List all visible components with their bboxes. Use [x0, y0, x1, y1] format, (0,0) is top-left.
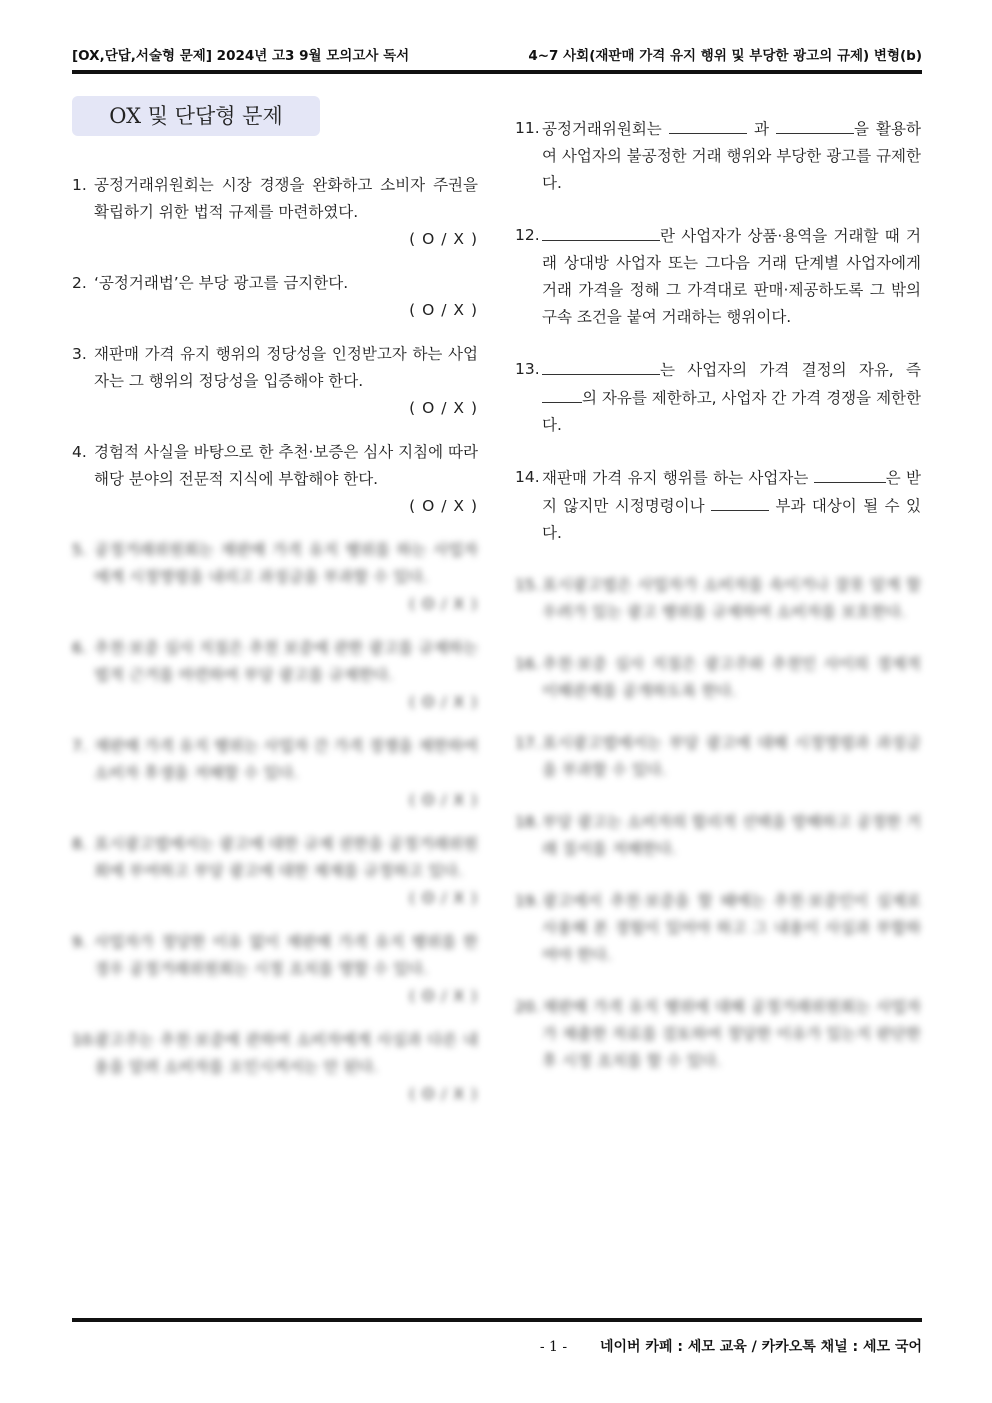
question-text: 부당 광고는 소비자의 합리적 선택을 방해하고 공정한 거래 질서를 저해한다. [542, 813, 921, 858]
question-number: 18. [515, 813, 540, 831]
question-number: 16. [515, 655, 540, 673]
question-number: 14. [515, 468, 540, 486]
question-text-after: 을 활용하여 사업자의 불공정한 거래 행위와 부당한 광고를 규제한다. [542, 120, 921, 192]
question-text: ‘공정거래법’은 부당 광고를 금지한다. [94, 274, 349, 292]
question-13 [515, 356, 921, 439]
question-text: 광고주는 추천·보증에 관하여 소비자에게 사실과 다른 내용을 알려 소비자를 오인시켜서는 안 된다. [94, 1031, 478, 1076]
question-4 [72, 439, 478, 520]
question-text: 추천·보증 심사 지침은 광고주와 추천인 사이의 경제적 이해관계를 공개하도록 한다. [542, 655, 921, 700]
question-text: 재판매 가격 유지 행위에 대해 공정거래위원회는 사업자가 제출한 자료를 검토하여 정당한 이유가 있는지 판단한 후 시정 조치를 할 수 있다. [542, 998, 921, 1070]
question-19 [515, 888, 921, 969]
question-number: 6. [72, 639, 87, 657]
question-5 [72, 537, 478, 618]
header-right: 4~7 사회(재판매 가격 유지 행위 및 부당한 광고의 규제) 변형(b) [528, 48, 922, 64]
ox-mark: ( O / X ) [409, 497, 478, 515]
question-18 [515, 809, 921, 863]
ox-mark: ( O / X ) [409, 987, 478, 1005]
question-text: 재판매 가격 유지 행위는 사업자 간 가격 경쟁을 제한하여 소비자 후생을 저해할 수 있다. [94, 737, 478, 782]
question-text-after: 부과 대상이 될 수 있다. [542, 497, 921, 542]
footer-rule [72, 1318, 922, 1322]
question-number: 19. [515, 892, 540, 910]
page-header [72, 44, 922, 64]
question-text-middle: 은 받지 않지만 시정명령이나 [542, 469, 921, 515]
question-number: 10. [72, 1031, 97, 1049]
question-20 [515, 994, 921, 1075]
question-text: 사업자가 정당한 이유 없이 재판매 가격 유지 행위를 한 경우 공정거래위원회는 시정 조치를 명할 수 있다. [94, 933, 478, 978]
question-number: 4. [72, 443, 87, 461]
footer-text: 네이버 카페 : 세모 교육 / 카카오톡 채널 : 세모 국어 [599, 1339, 922, 1355]
ox-mark: ( O / X ) [409, 595, 478, 613]
question-number: 7. [72, 737, 87, 755]
question-17 [515, 730, 921, 784]
question-3 [72, 341, 478, 422]
question-14 [515, 464, 921, 547]
question-10 [72, 1027, 478, 1108]
ox-mark: ( O / X ) [409, 1085, 478, 1103]
answer-blank [542, 222, 660, 241]
blurred-questions-left [72, 537, 478, 1108]
question-number: 2. [72, 274, 87, 292]
ox-mark: ( O / X ) [409, 301, 478, 319]
question-15 [515, 572, 921, 626]
question-number: 12. [515, 226, 540, 244]
answer-blank [776, 115, 854, 134]
answer-blank [542, 384, 582, 403]
question-text-after: 는 사업자의 가격 결정의 자유, 즉 [660, 361, 921, 379]
answer-blank [542, 356, 660, 375]
right-column [515, 115, 921, 1100]
question-text: 재판매 가격 유지 행위의 정당성을 인정받고자 하는 사업자는 그 행위의 정당성을 입증해야 한다. [94, 345, 478, 390]
question-text-before: 재판매 가격 유지 행위를 하는 사업자는 [542, 469, 809, 487]
question-number: 17. [515, 734, 540, 752]
question-text: 경험적 사실을 바탕으로 한 추천·보증은 심사 지침에 따라 해당 분야의 전문적 지식에 부합해야 한다. [94, 443, 478, 488]
ox-mark: ( O / X ) [409, 889, 478, 907]
question-number: 11. [515, 119, 540, 137]
ox-mark: ( O / X ) [409, 693, 478, 711]
question-7 [72, 733, 478, 814]
ox-mark: ( O / X ) [409, 791, 478, 809]
question-1 [72, 172, 478, 253]
question-number: 8. [72, 835, 87, 853]
question-8 [72, 831, 478, 912]
header-left: [OX,단답,서술형 문제] 2024년 고3 9월 모의고사 독서 [72, 48, 410, 64]
question-11 [515, 115, 921, 197]
question-number: 9. [72, 933, 87, 951]
question-text-after2: 의 자유를 제한하고, 사업자 간 가격 경쟁을 제한한다. [542, 389, 921, 434]
question-text-before: 공정거래위원회는 [542, 120, 662, 138]
question-text: 공정거래위원회는 재판매 가격 유지 행위를 하는 사업자에게 시정명령을 내리고 과징금을 부과할 수 있다. [94, 541, 478, 586]
question-text-middle: 과 [753, 120, 769, 138]
question-16 [515, 651, 921, 705]
question-text-after: 란 사업자가 상품·용역을 거래할 때 거래 상대방 사업자 또는 그다음 거래 단계별 사업자에게 거래 가격을 정해 그 가격대로 판매·제공하도록 그 밖의 구속 조건을 붙여 거래하는 행위이다. [542, 227, 921, 326]
left-column [72, 172, 478, 1125]
header-rule [72, 70, 922, 74]
question-number: 1. [72, 176, 87, 194]
question-number: 15. [515, 576, 540, 594]
question-text: 표시광고법에서는 광고에 대한 규제 권한을 공정거래위원회에 부여하고 부당 광고에 대한 제재를 규정하고 있다. [94, 835, 478, 880]
blurred-questions-right [515, 572, 921, 1075]
ox-mark: ( O / X ) [409, 230, 478, 248]
question-text: 표시광고법은 사업자가 소비자를 속이거나 잘못 알게 할 우려가 있는 광고 행위를 규제하여 소비자를 보호한다. [542, 576, 921, 621]
question-2 [72, 270, 478, 324]
question-text: 표시광고법에서는 부당 광고에 대해 시정명령과 과징금을 부과할 수 있다. [542, 734, 921, 779]
answer-blank [814, 464, 886, 483]
question-6 [72, 635, 478, 716]
question-12 [515, 222, 921, 331]
question-9 [72, 929, 478, 1010]
page-number: - 1 - [539, 1339, 568, 1355]
question-text: 광고에서 추천·보증을 할 때에는 추천·보증인이 실제로 사용해 본 경험이 있어야 하고 그 내용이 사실과 부합하여야 한다. [542, 892, 921, 964]
ox-mark: ( O / X ) [409, 399, 478, 417]
question-number: 3. [72, 345, 87, 363]
answer-blank [711, 492, 769, 511]
page-footer [72, 1336, 922, 1356]
question-text: 공정거래위원회는 시장 경쟁을 완화하고 소비자 주권을 확립하기 위한 법적 규제를 마련하였다. [94, 176, 478, 221]
question-text: 추천·보증 심사 지침은 추천 보증에 관한 광고를 규제하는 법적 근거를 마련하여 부당 광고를 규제한다. [94, 639, 478, 684]
question-number: 5. [72, 541, 87, 559]
question-number: 13. [515, 360, 540, 378]
question-number: 20. [515, 998, 540, 1016]
answer-blank [669, 115, 747, 134]
section-title: OX 및 단답형 문제 [72, 96, 320, 136]
